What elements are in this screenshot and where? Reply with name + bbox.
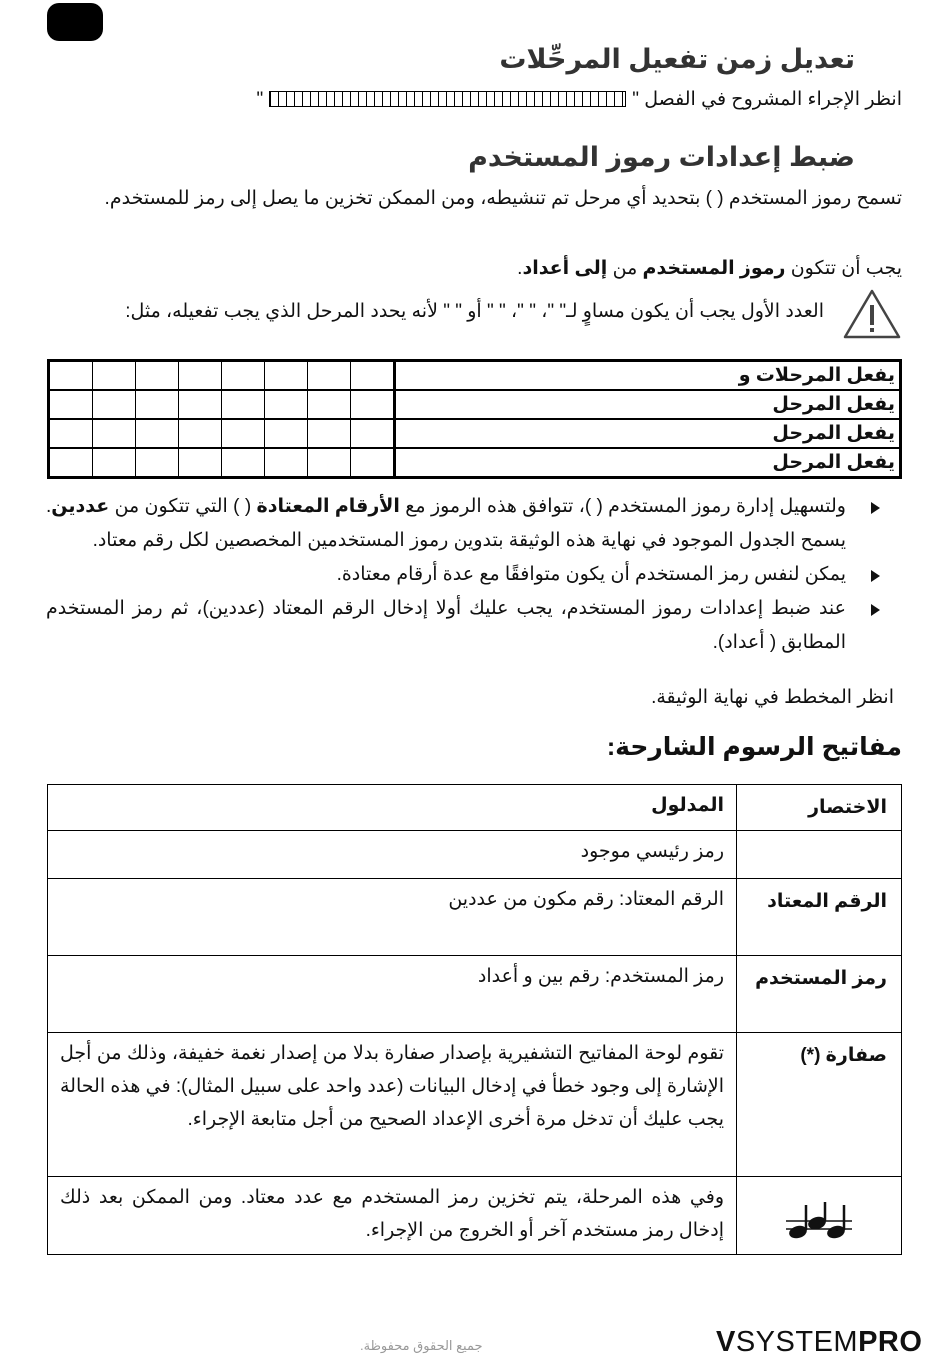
relay-example-table (47, 359, 902, 479)
see-plan-note: انظر المخطط في نهاية الوثيقة. (651, 687, 894, 708)
bullet-text: يمكن لنفس رمز المستخدم أن يكون متوافقًا مع عدة أرقام معتادة. (336, 564, 846, 585)
digit-cell (49, 361, 93, 391)
digit-cell (265, 390, 308, 419)
legend-header-key: الاختصار (737, 785, 902, 831)
rule-paragraph (46, 252, 902, 286)
brand-pro: PRO (858, 1326, 923, 1358)
legend-key (737, 831, 902, 879)
relay-row-label: يفعل المرحلات و (395, 361, 901, 391)
warning-triangle-icon (842, 288, 902, 340)
relay-row-label: يفعل المرحل (395, 448, 901, 478)
bullet-bold: الأرقام المعتادة (256, 496, 400, 517)
legend-header-value: المدلول (48, 785, 737, 831)
list-item (46, 490, 902, 558)
digit-cell (265, 448, 308, 478)
legend-key: صفارة (*) (737, 1033, 902, 1177)
digit-cell (136, 361, 179, 391)
digit-cell (179, 448, 222, 478)
digit-cell (136, 448, 179, 478)
digit-cell (308, 361, 351, 391)
bullet-arrow-icon (871, 570, 880, 582)
table-row (49, 390, 901, 419)
rule-bold-digits: إلى أعداد (522, 258, 608, 279)
digit-cell (93, 448, 136, 478)
rule-mid: من (607, 258, 643, 279)
legend-key: رمز المستخدم (737, 956, 902, 1033)
digit-cell (308, 448, 351, 478)
bullet-text: ( ) التي تتكون من (109, 496, 257, 517)
legend-key: الرقم المعتاد (737, 879, 902, 956)
table-row (48, 831, 902, 879)
digit-cell (93, 390, 136, 419)
warning-text: العدد الأول يجب أن يكون مساوٍ لـ" "، " "، " " أو " " لأنه يحدد المرحل الذي يجب تفعيله، مثل: (125, 301, 824, 322)
table-row (48, 785, 902, 831)
rule-pre: يجب أن تتكون (785, 258, 902, 279)
reference-line (42, 88, 902, 111)
music-notes-icon (784, 1199, 854, 1239)
brand-system: SYSTEM (735, 1326, 859, 1358)
table-row (48, 879, 902, 956)
page-tab-marker (47, 3, 103, 41)
digit-cell (351, 448, 395, 478)
digit-cell (351, 361, 395, 391)
legend-value: تقوم لوحة المفاتيح التشفيرية بإصدار صفارة بدلا من إصدار نغمة خفيفة، وذلك من أجل الإشارة إلى وجود خطأ في إدخال البيانات (عدد واحد على سبيل المثال): في هذه الحالة يجب عليك أن تدخل مرة أخرى الإعداد الصحيح من أجل متابعة الإجراء. (48, 1033, 737, 1177)
page-title: تعديل زمن تفعيل المرحِّلات (499, 44, 855, 74)
bullet-list (46, 490, 902, 660)
digit-cell (308, 419, 351, 448)
bullet-text: عند ضبط إعدادات رموز المستخدم، يجب عليك أولا إدخال الرقم المعتاد (عددين)، ثم رمز المستخدم المطابق ( أعداد). (46, 598, 846, 653)
reference-suffix: " (256, 89, 264, 110)
legend-title: مفاتيح الرسوم الشارحة: (606, 733, 902, 761)
digit-cell (351, 419, 395, 448)
digit-cell (308, 390, 351, 419)
section-title: ضبط إعدادات رموز المستخدم (468, 142, 855, 172)
bullet-text: ولتسهيل إدارة رموز المستخدم ( )، تتوافق هذه الرموز مع (399, 496, 846, 517)
legend-key-icon-cell (737, 1177, 902, 1255)
intro-paragraph: تسمح رموز المستخدم ( ) بتحديد أي مرحل تم تنشيطه، ومن الممكن تخزين ما يصل إلى رمز للمستخدم. (104, 188, 902, 209)
brand-v: V (716, 1326, 736, 1358)
digit-cell (49, 390, 93, 419)
digit-cell (93, 419, 136, 448)
table-row (48, 956, 902, 1033)
legend-value: الرقم المعتاد: رقم مكون من عددين (48, 879, 737, 956)
bullet-arrow-icon (871, 502, 880, 514)
digit-cell (49, 448, 93, 478)
digit-cell (351, 390, 395, 419)
digit-cell (179, 390, 222, 419)
relay-row-label: يفعل المرحل (395, 419, 901, 448)
digit-cell (222, 419, 265, 448)
relay-row-label: يفعل المرحل (395, 390, 901, 419)
table-row (49, 361, 901, 391)
table-row (48, 1033, 902, 1177)
copyright-note: جميع الحقوق محفوظة. (360, 1338, 483, 1353)
list-item (46, 592, 902, 660)
bullet-bold: عددين (51, 496, 110, 517)
digit-cell (136, 419, 179, 448)
list-item (46, 558, 902, 592)
digit-cell (93, 361, 136, 391)
legend-table (47, 784, 902, 1255)
warning-note (46, 288, 902, 340)
digit-cell (265, 361, 308, 391)
digit-cell (49, 419, 93, 448)
digit-cell (179, 361, 222, 391)
rule-post: . (517, 258, 523, 279)
digit-cell (222, 448, 265, 478)
brand-logo (716, 1326, 922, 1359)
legend-value: رمز رئيسي موجود (48, 831, 737, 879)
table-row (49, 448, 901, 478)
table-row (49, 419, 901, 448)
reference-prefix: انظر الإجراء المشروح في الفصل " (632, 89, 902, 110)
table-row (48, 1177, 902, 1255)
legend-value: رمز المستخدم: رقم بين و أعداد (48, 956, 737, 1033)
rule-bold-user-codes: رموز المستخدم (642, 258, 786, 279)
digit-cell (179, 419, 222, 448)
digit-cell (136, 390, 179, 419)
bullet-arrow-icon (871, 604, 880, 616)
digit-cell (265, 419, 308, 448)
legend-value: وفي هذه المرحلة، يتم تخزين رمز المستخدم مع عدد معتاد. ومن الممكن بعد ذلك إدخال رمز مستخدم آخر أو الخروج من الإجراء. (48, 1177, 737, 1255)
digit-cell (222, 361, 265, 391)
digit-cell (222, 390, 265, 419)
bullet-text: . يسمح الجدول الموجود في نهاية هذه الوثيقة بتدوين رموز المستخدمين المخصصين لكل رقم معتاد. (46, 496, 846, 551)
garbled-chapter-name (269, 91, 626, 107)
